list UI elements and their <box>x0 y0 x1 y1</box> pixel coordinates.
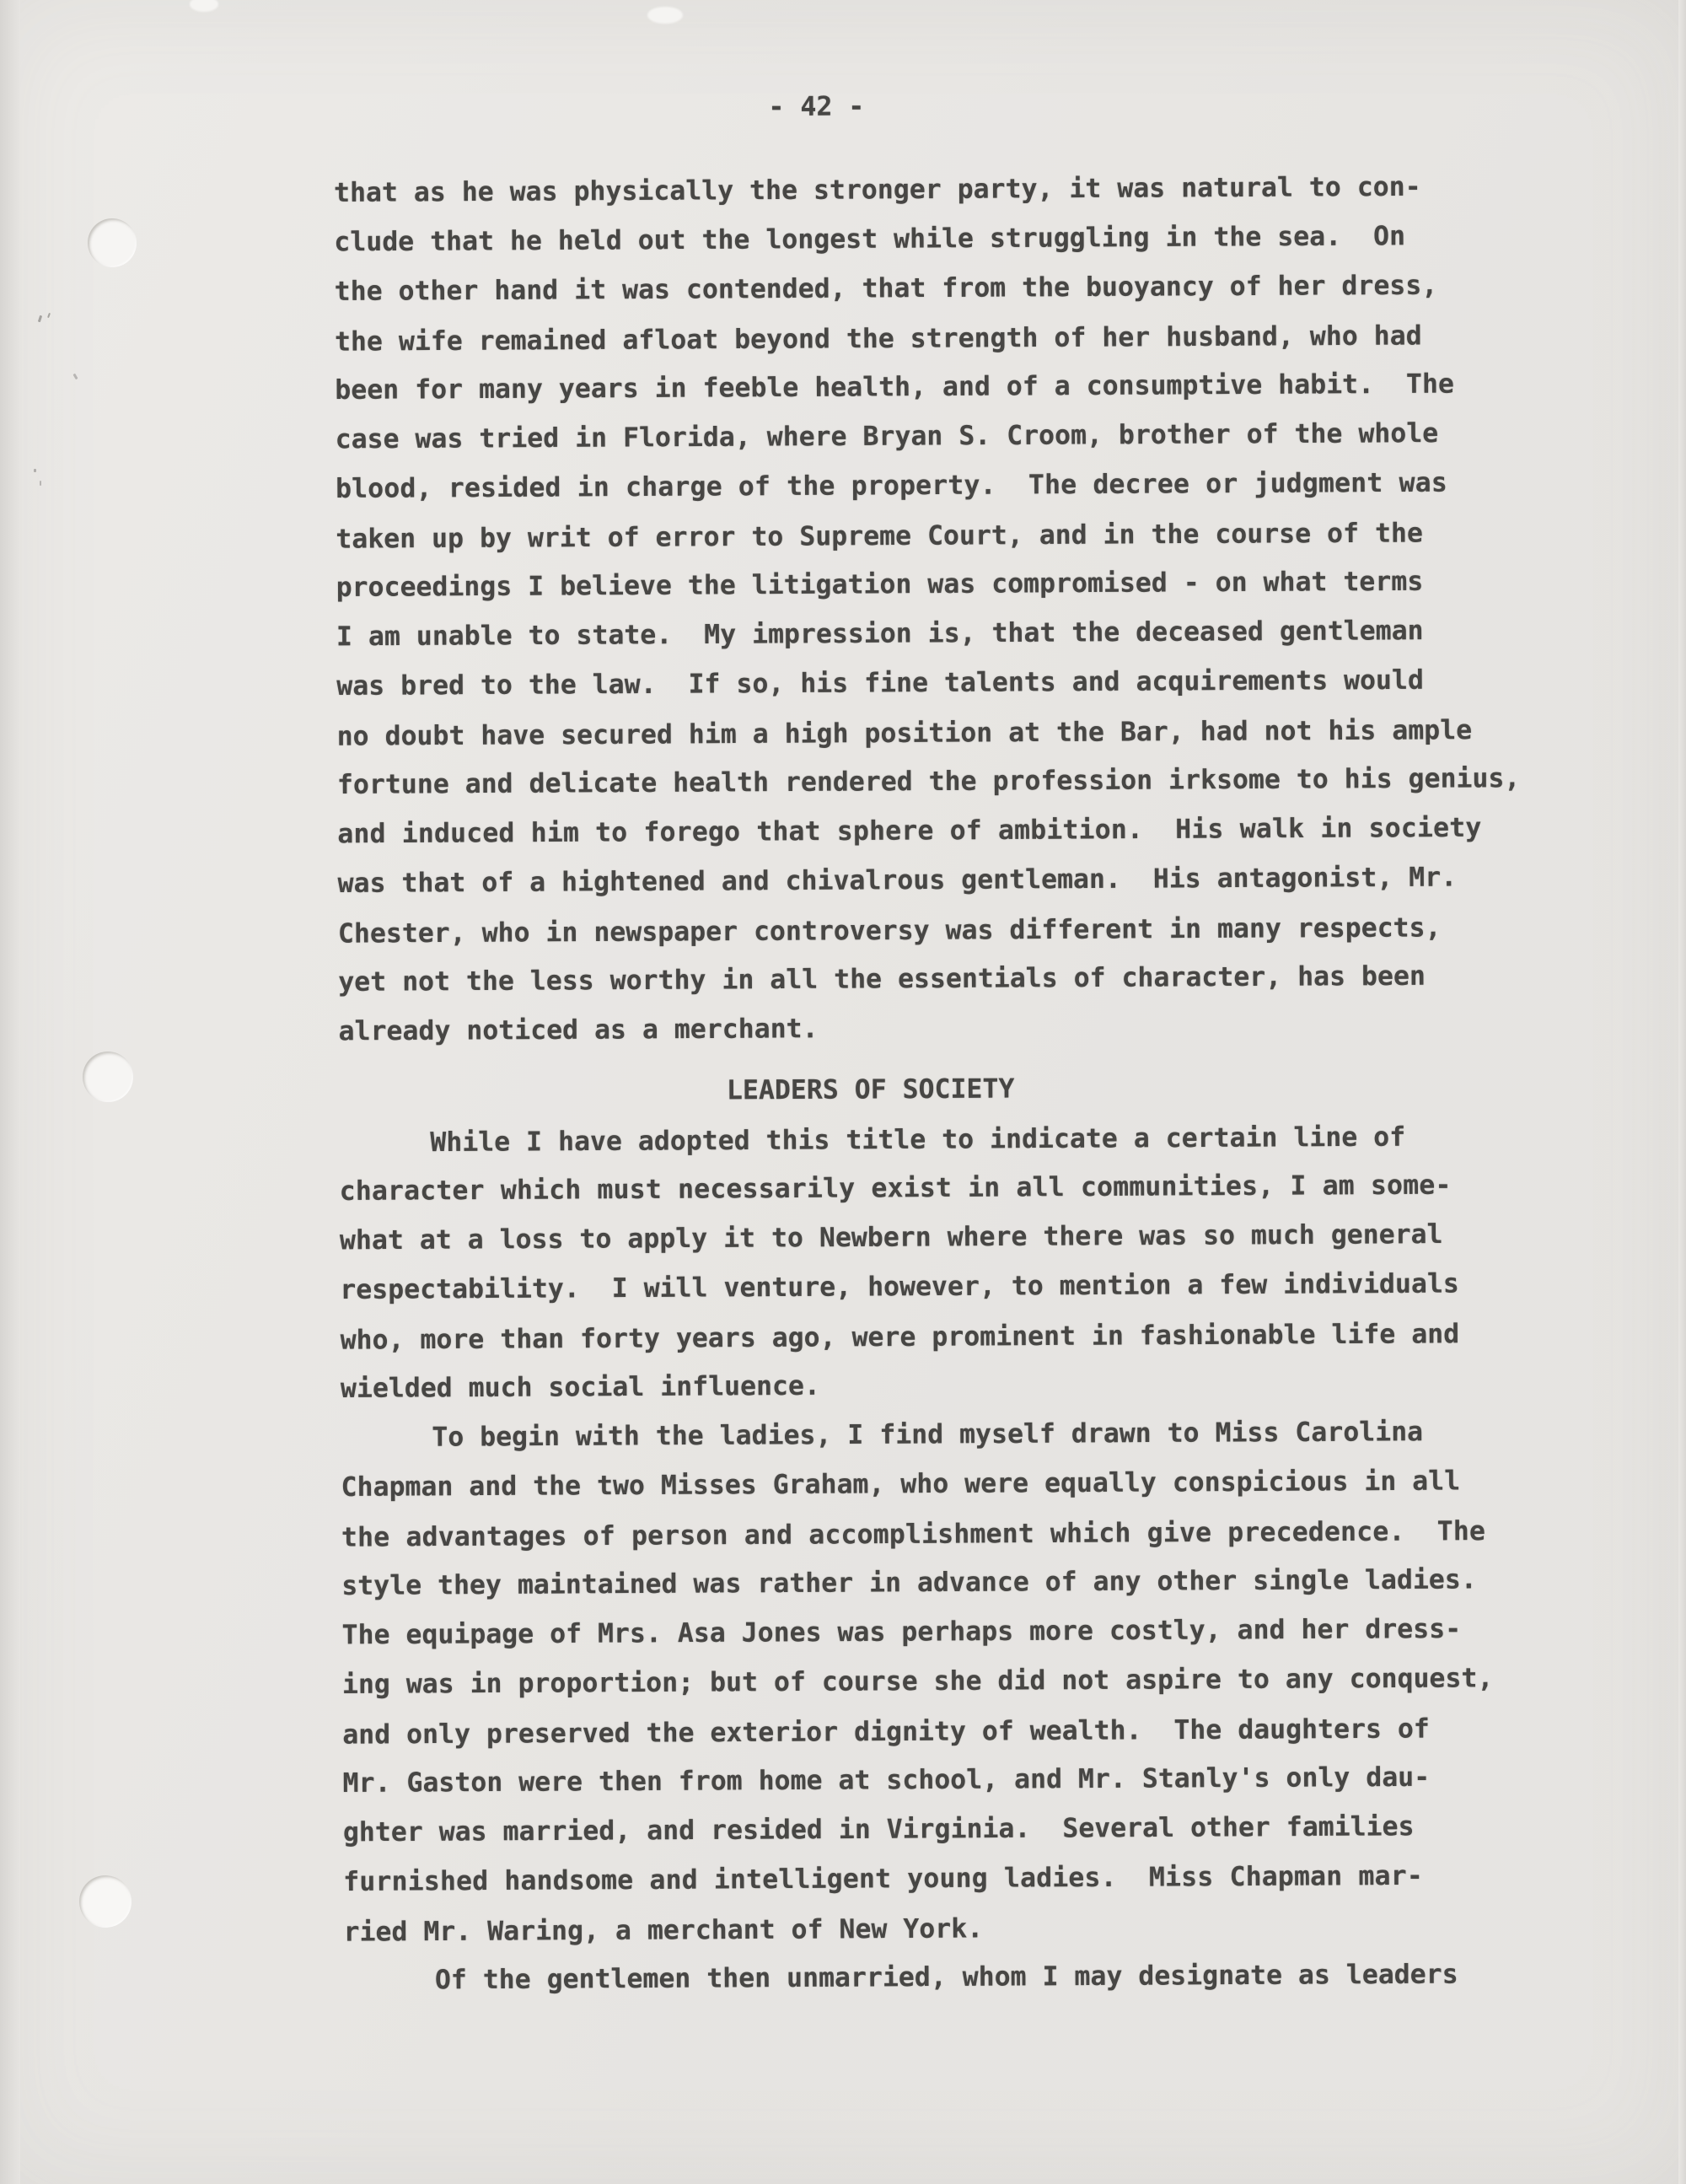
text-line: ried Mr. Waring, a merchant of New York. <box>343 1912 984 1948</box>
text-line: fortune and delicate health rendered the profession irksome to his genius, <box>336 763 1521 800</box>
text-line: Of the gentlemen then unmarried, whom I may designate as leaders <box>434 1959 1458 1996</box>
scan-artifact-spot <box>190 0 218 12</box>
text-line: case was tried in Florida, where Bryan S. Croom, brother of the whole <box>335 417 1439 455</box>
punch-hole-middle <box>83 1052 133 1102</box>
text-line: was bred to the law. If so, his fine talents and acquirements would <box>336 664 1424 702</box>
text-line: Mr. Gaston were then from home at school, and Mr. Stanly's only dau- <box>342 1762 1431 1799</box>
text-line: While I have adopted this title to indicate a certain line of <box>430 1122 1406 1158</box>
scan-edge-left <box>0 0 20 2184</box>
text-line: what at a loss to apply it to Newbern where there was so much general <box>339 1218 1443 1256</box>
scan-speck <box>34 469 36 472</box>
text-line: ing was in proportion; but of course she did not aspire to any conquest, <box>341 1663 1494 1700</box>
scan-speck <box>72 374 78 380</box>
text-line: already noticed as a merchant. <box>338 1013 819 1046</box>
text-line: ghter was married, and resided in Virginia. Several other families <box>342 1810 1415 1848</box>
text-line: yet not the less worthy in all the essentials of character, has been <box>338 960 1426 998</box>
text-line: no doubt have secured him a high position at the Bar, had not his ample <box>336 714 1473 752</box>
text-line: the wife remained afloat beyond the strength of her husband, who had <box>334 320 1422 358</box>
text-line: clude that he held out the longest while struggling in the sea. On <box>334 220 1406 257</box>
text-line: furnished handsome and intelligent young ladies. Miss Chapman mar- <box>343 1860 1424 1897</box>
section-heading: LEADERS OF SOCIETY <box>726 1073 1015 1106</box>
punch-hole-top <box>88 218 137 267</box>
scan-edge-right <box>1678 0 1686 2184</box>
text-line: I am unable to state. My impression is, that the deceased gentleman <box>336 615 1424 652</box>
text-line: blood, resided in charge of the property. The decree or judgment was <box>335 467 1448 504</box>
text-line: character which must necessarily exist in all communities, I am some- <box>339 1170 1452 1207</box>
text-line: been for many years in feeble health, and of a consumptive habit. The <box>335 368 1454 406</box>
text-line: the advantages of person and accomplishment which give precedence. The <box>341 1515 1486 1553</box>
text-line: taken up by writ of error to Supreme Court, and in the course of the <box>336 517 1424 555</box>
text-line: was that of a hightened and chivalrous gentleman. His antagonist, Mr. <box>337 862 1458 899</box>
text-line: and only preserved the exterior dignity of wealth. The daughters of <box>342 1713 1430 1751</box>
text-line: and induced him to forego that sphere of ambition. His walk in society <box>337 812 1482 849</box>
text-line: wielded much social influence. <box>340 1370 821 1404</box>
scan-speck <box>38 315 42 323</box>
text-line: The equipage of Mrs. Asa Jones was perhaps more costly, and her dress- <box>341 1613 1462 1650</box>
text-line: style they maintained was rather in advance of any other single ladies. <box>341 1564 1477 1601</box>
punch-hole-bottom <box>79 1875 132 1928</box>
text-line: who, more than forty years ago, were prominent in fashionable life and <box>340 1318 1460 1356</box>
scan-speck <box>47 313 51 318</box>
text-line: Chapman and the two Misses Graham, who were equally conspicious in all <box>341 1466 1461 1503</box>
text-line: proceedings I believe the litigation was compromised - on what terms <box>336 566 1424 603</box>
page-number: - 42 - <box>768 91 865 123</box>
text-line: the other hand it was contended, that from the buoyancy of her dress, <box>334 270 1438 307</box>
scan-speck <box>40 481 41 486</box>
scan-artifact-spot <box>647 7 683 24</box>
text-line: Chester, who in newspaper controversy was different in many respects, <box>337 912 1442 949</box>
text-line: respectability. I will venture, however, to mention a few individuals <box>340 1268 1459 1305</box>
text-lines <box>334 162 1625 2006</box>
text-line: To begin with the ladies, I find myself drawn to Miss Carolina <box>432 1416 1424 1453</box>
text-line: that as he was physically the stronger party, it was natural to con- <box>333 171 1421 208</box>
